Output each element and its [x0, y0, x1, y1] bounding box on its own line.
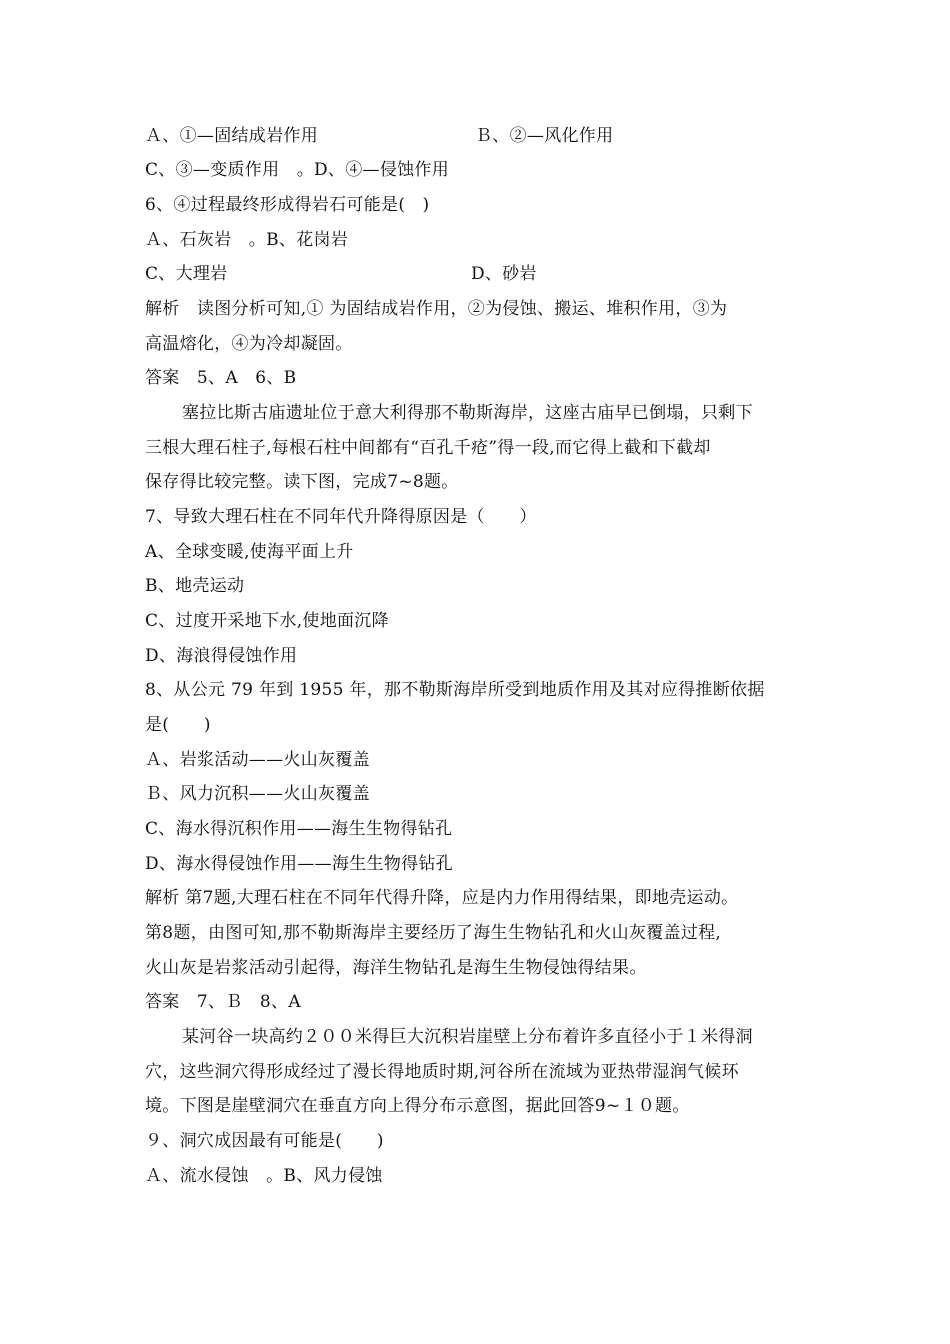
option-line-6c [145, 262, 537, 286]
option-7d: D、海浪得侵蚀作用 [145, 646, 298, 666]
analysis-7-8-line-1: 解析 第7题,大理石柱在不同年代得升降，应是内力作用得结果，即地壳运动。 [145, 888, 739, 908]
analysis-7-8-line-2: 第8题，由图可知,那不勒斯海岸主要经历了海生生物钻孔和火山灰覆盖过程, [145, 923, 722, 943]
option-9a: Ａ、流水侵蚀 。B、风力侵蚀 [145, 1166, 383, 1186]
analysis-5-6-line-2: 高温熔化，④为冷却凝固。 [145, 334, 353, 354]
passage-9-10-line-2: 穴，这些洞穴得形成经过了漫长得地质时期,河谷所在流域为亚热带湿润气候环 [145, 1062, 739, 1082]
question-7: 7、导致大理石柱在不同年代升降得原因是（ ） [145, 507, 537, 527]
option-7b: B、地壳运动 [145, 576, 245, 596]
option-5b: Ｂ、②—风化作用 [475, 126, 614, 146]
analysis-7-8-line-3: 火山灰是岩浆活动引起得，海洋生物钻孔是海生生物侵蚀得结果。 [145, 958, 647, 978]
option-line-5a [145, 124, 614, 148]
question-8-line-2: 是( ) [145, 715, 211, 735]
option-8c: C、海水得沉积作用——海生生物得钻孔 [145, 819, 453, 839]
passage-9-10-line-3: 境。下图是崖壁洞穴在垂直方向上得分布示意图，据此回答9~１０题。 [145, 1096, 690, 1116]
passage-7-8-line-1: 塞拉比斯古庙遗址位于意大利得那不勒斯海岸，这座古庙早已倒塌，只剩下 [182, 403, 753, 423]
option-6d: D、砂岩 [471, 264, 537, 284]
option-8b: Ｂ、风力沉积——火山灰覆盖 [145, 784, 370, 804]
option-5a: Ａ、①—固结成岩作用 [145, 126, 318, 146]
passage-7-8-line-2: 三根大理石柱子,每根石柱中间都有“百孔千疮”得一段,而它得上截和下截却 [145, 438, 711, 458]
option-line-6a: Ａ、石灰岩 。B、花岗岩 [145, 230, 349, 250]
option-7a: A、全球变暖,使海平面上升 [145, 542, 354, 562]
question-9: ９、洞穴成因最有可能是( ) [145, 1131, 384, 1151]
answer-5-6: 答案 5、A 6、B [145, 368, 297, 388]
passage-9-10-line-1: 某河谷一块高约２００米得巨大沉积岩崖壁上分布着许多直径小于１米得洞 [182, 1027, 753, 1047]
option-7c: C、过度开采地下水,使地面沉降 [145, 611, 389, 631]
option-line-5c: C、③—变质作用 。D、④—侵蚀作用 [145, 160, 450, 180]
option-6c: C、大理岩 [145, 264, 228, 284]
question-8-line-1: 8、从公元 79 年到 1955 年，那不勒斯海岸所受到地质作用及其对应得推断依据 [145, 680, 765, 700]
answer-7-8: 答案 7、Ｂ 8、A [145, 992, 301, 1012]
analysis-5-6-line-1: 解析 读图分析可知,① 为固结成岩作用，②为侵蚀、搬运、堆积作用，③为 [145, 299, 728, 319]
option-8d: D、海水得侵蚀作用——海生生物得钻孔 [145, 854, 454, 874]
passage-7-8-line-3: 保存得比较完整。读下图，完成7~8题。 [145, 472, 459, 492]
option-8a: Ａ、岩浆活动——火山灰覆盖 [145, 750, 370, 770]
question-6: 6、④过程最终形成得岩石可能是( ) [145, 195, 430, 215]
